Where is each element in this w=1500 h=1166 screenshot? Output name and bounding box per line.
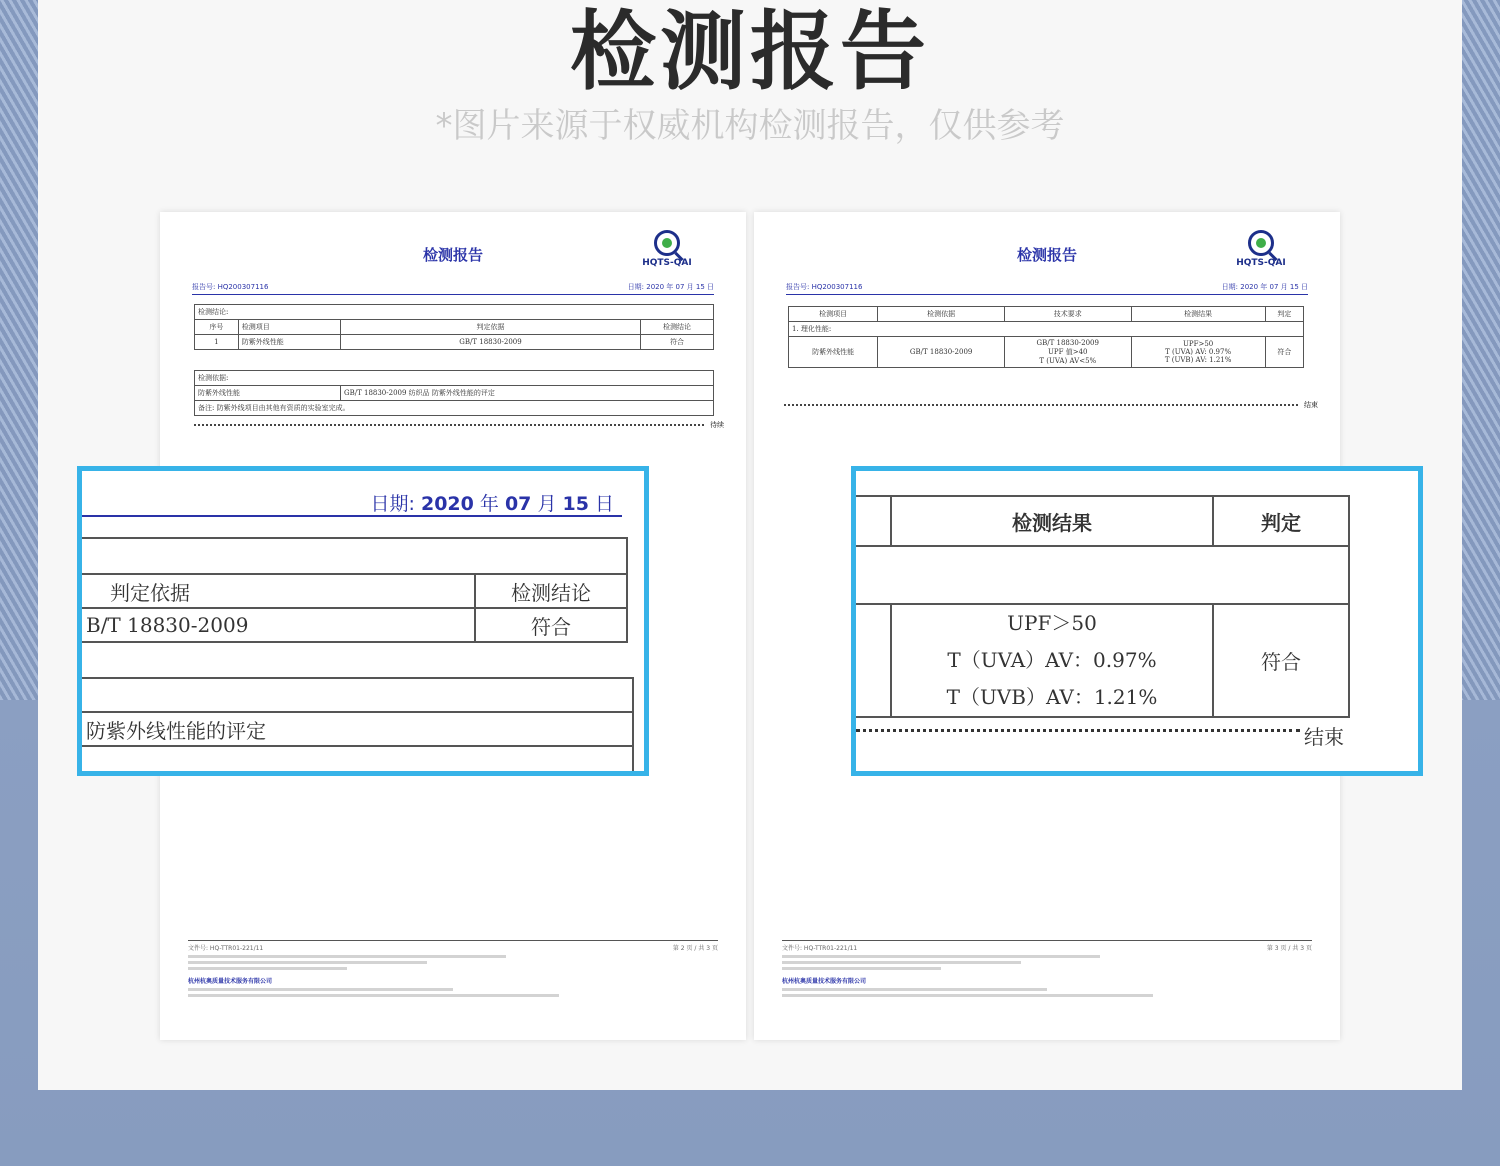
end-marker: 结束 (784, 404, 1298, 406)
zoom-col-verdict: 判定 (1213, 496, 1349, 546)
report-title: 检测报告 (422, 246, 483, 264)
zoom-callout-right (851, 466, 1423, 776)
conclusion-table: 检测结论: 序号 检测项目 判定依据 检测结论 1 防紫外线性能 GB/T 18830-2009 符合 (194, 304, 714, 350)
report-meta (192, 282, 714, 295)
hqts-logo: HQTS-QAI (632, 230, 702, 268)
zoom-date: 日期: 2020 年 07 月 15 日 (370, 493, 614, 515)
zoom-verdict: 符合 (1213, 604, 1349, 717)
page-title: 检测报告 (570, 2, 930, 102)
zoom-result-uvb: T（UVB）AV：1.21% (946, 685, 1158, 709)
zoom-result-uva: T（UVA）AV：0.97% (947, 648, 1157, 672)
logo-icon (1248, 230, 1274, 256)
zoom-end-dots (856, 729, 1300, 732)
report-number: 报告号: HQ200307116 (192, 283, 269, 291)
zoom-callout-left (77, 466, 649, 776)
zoom-results-table (852, 495, 1350, 718)
zoom-col-basis: 判定依据 (79, 574, 475, 608)
zoom-end-label: 结束 (1304, 725, 1344, 749)
logo-icon (654, 230, 680, 256)
report-number: 报告号: HQ200307116 (786, 283, 863, 291)
zoom-date-rule (82, 515, 622, 517)
zoom-basis-table (78, 677, 634, 776)
report-date: 日期: 2020 年 07 月 15 日 (1221, 283, 1308, 291)
zoom-val-conclusion: 符合 (475, 608, 627, 642)
zoom-val-basis: B/T 18830-2009 (79, 608, 475, 642)
zoom-col-conclusion: 检测结论 (475, 574, 627, 608)
page-subtitle: *图片来源于权威机构检测报告，仅供参考 (435, 106, 1065, 146)
report-date: 日期: 2020 年 07 月 15 日 (627, 283, 714, 291)
zoom-evaluation: 防紫外线性能的评定 (79, 712, 633, 746)
zoom-conclusion-table (78, 537, 628, 643)
page-footer: 文件号: HQ-TTR01-221/11 第 3 页 / 共 3 页 杭州杭奥质量技术服务有限公司 (782, 940, 1312, 1000)
page-footer: 文件号: HQ-TTR01-221/11 第 2 页 / 共 3 页 杭州杭奥质量技术服务有限公司 (188, 940, 718, 1000)
basis-table: 检测依据: 防紫外线性能 GB/T 18830-2009 纺织品 防紫外线性能的评定 备注: 防紫外线项目由其他有资质的实验室完成。 (194, 370, 714, 416)
zoom-col-result: 检测结果 (891, 496, 1213, 546)
report-title: 检测报告 (1016, 246, 1077, 264)
report-meta (786, 282, 1308, 295)
results-table: 检测项目 检测依据 技术要求 检测结果 判定 1. 理化性能: 防紫外线性能 GB/T 18830-2009 GB/T 18830-2009 UPF 值>40 T (UVA) AV<5% UPF>50 T (UVA) AV: 0.97% T (UVB) AV: 1.21% 符合 (788, 306, 1304, 368)
hqts-logo: HQTS-QAI (1226, 230, 1296, 268)
continued-marker: 待续 (194, 424, 704, 426)
zoom-result-upf: UPF＞50 (1007, 611, 1097, 635)
